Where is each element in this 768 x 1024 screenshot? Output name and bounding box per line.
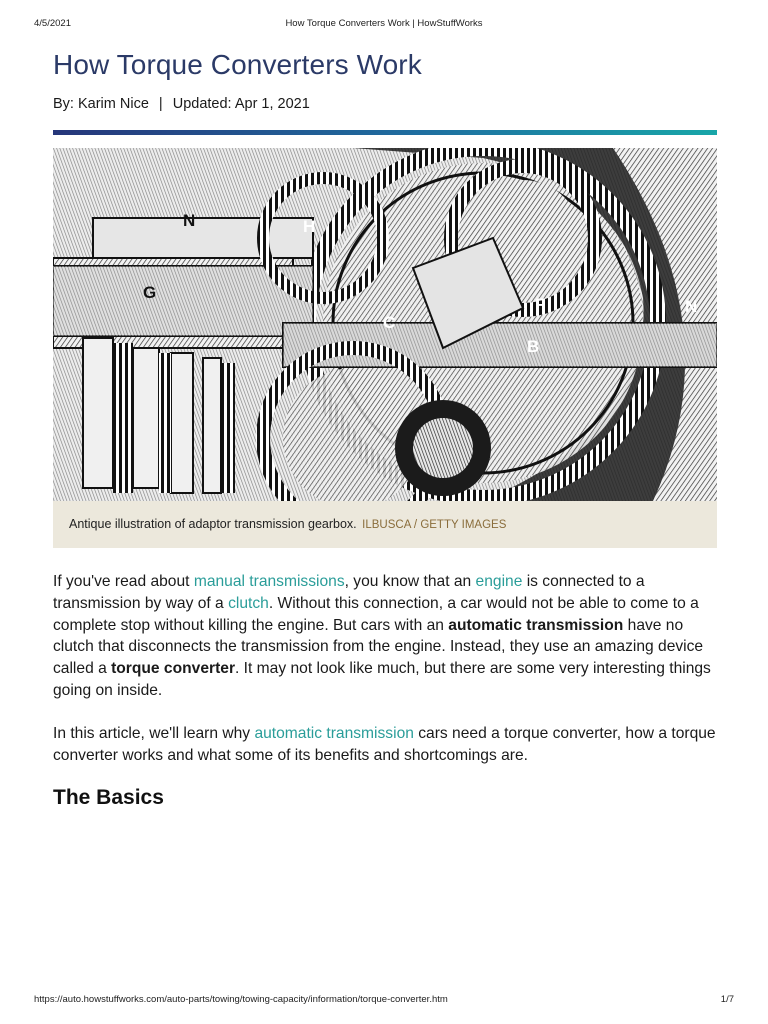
article [53,45,717,809]
gearbox-illustration [53,148,717,501]
print-page-title: How Torque Converters Work | HowStuffWorks [285,18,483,29]
text-run: have no clutch that disconnects the transmission from the engine. Instead, they use an amazing device called a [53,616,704,678]
figure-label-h: H [303,217,316,236]
hero-figure [53,148,717,548]
by-label: By: [53,96,74,112]
figure-label-b: B [527,337,540,356]
byline [53,94,717,114]
text-run: . It may not look like much, but there are some very interesting things going on inside. [53,660,711,699]
print-url: https://auto.howstuffworks.com/auto-parts/towing/towing-capacity/information/torque-converter.htm [34,994,448,1005]
text-run: . Without this connection, a car would not be able to come to a complete stop without killing the engine. But cars with an [53,594,699,634]
article-body [53,571,717,809]
caption-text: Antique illustration of adaptor transmission gearbox. [69,517,357,531]
section-heading: The Basics [53,786,164,810]
figure-label-n-left: N [183,211,196,230]
author-link[interactable]: Karim Nice [77,96,149,112]
text-run: , you know that an [344,573,476,590]
byline-separator: | [158,96,163,112]
print-date: 4/5/2021 [34,18,71,29]
text-run: In this article, we'll learn why [53,724,255,742]
updated-label: Updated: [172,96,232,112]
text-run: is connected to a transmission by way of a [53,573,645,612]
inline-link[interactable]: automatic transmission [254,724,414,742]
text-run: cars need a torque converter, how a torque converter works and what some of its benefits and shortcomings are. [53,724,716,764]
print-header [0,18,768,30]
figure-caption [53,501,717,548]
figure-label-n-right: N [685,297,698,316]
bold-term: torque converter [111,660,236,678]
paragraph-intro [53,571,717,702]
paragraph-overview [53,723,717,767]
figure-label-g: G [143,283,157,302]
updated-date: Apr 1, 2021 [234,96,310,112]
text-run: If you've read about [53,573,194,590]
bold-term: automatic transmission [448,616,624,634]
inline-link[interactable]: manual transmissions [193,573,345,590]
figure-label-c: C [383,313,396,332]
inline-link[interactable]: clutch [228,594,269,612]
print-page-number: 1/7 [720,994,734,1005]
title-divider [53,130,717,135]
article-title: How Torque Converters Work [53,49,422,80]
print-footer [0,994,768,1006]
figure-label-f: F [535,295,546,314]
image-credit: ILBUSCA / GETTY IMAGES [362,519,507,531]
inline-link[interactable]: engine [475,573,523,590]
